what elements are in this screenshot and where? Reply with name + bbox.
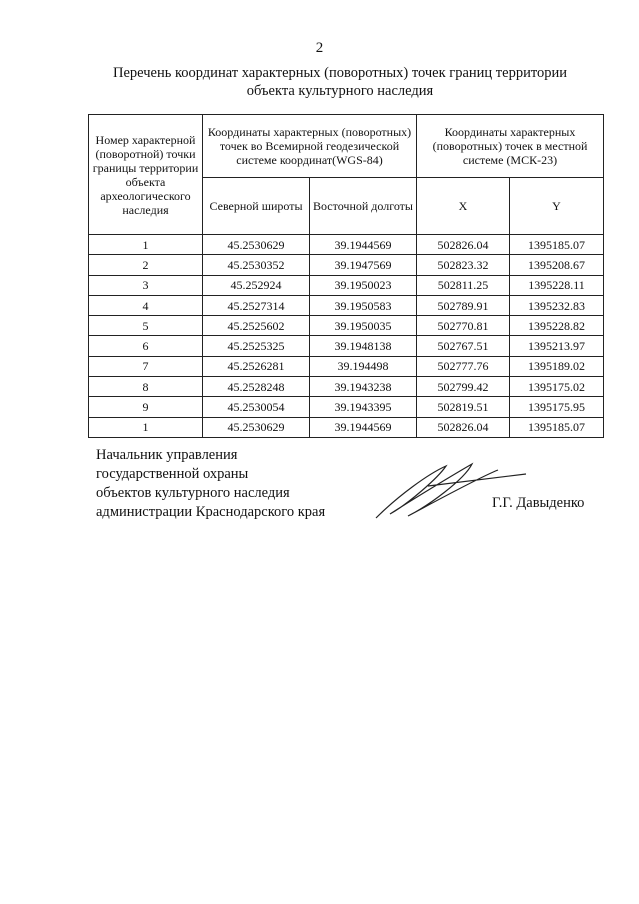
latitude-cell: 45.252924 bbox=[203, 275, 310, 295]
x-cell: 502811.25 bbox=[417, 275, 510, 295]
table-row bbox=[89, 417, 604, 437]
table-row bbox=[89, 295, 604, 315]
y-cell: 1395232.83 bbox=[510, 295, 604, 315]
longitude-cell: 39.1944569 bbox=[310, 235, 417, 255]
page-number: 2 bbox=[315, 40, 324, 56]
y-cell: 1395185.07 bbox=[510, 417, 604, 437]
signatory-line-1: Начальник управления bbox=[96, 447, 238, 463]
y-cell: 1395228.11 bbox=[510, 275, 604, 295]
header-east-longitude: Восточной долготы bbox=[310, 178, 417, 235]
x-cell: 502767.51 bbox=[417, 336, 510, 356]
signatory-line-4: администрации Краснодарского края bbox=[96, 504, 326, 520]
longitude-cell: 39.1950023 bbox=[310, 275, 417, 295]
header-y: Y bbox=[510, 178, 604, 235]
x-cell: 502789.91 bbox=[417, 295, 510, 315]
latitude-cell: 45.2525602 bbox=[203, 316, 310, 336]
signatory-line-3: объектов культурного наследия bbox=[96, 485, 290, 501]
table-row bbox=[89, 275, 604, 295]
longitude-cell: 39.1950035 bbox=[310, 316, 417, 336]
latitude-cell: 45.2530352 bbox=[203, 255, 310, 275]
title-line-2: объекта культурного наследия bbox=[246, 83, 434, 99]
table-row bbox=[89, 336, 604, 356]
table-row bbox=[89, 397, 604, 417]
table-row bbox=[89, 377, 604, 397]
latitude-cell: 45.2527314 bbox=[203, 295, 310, 315]
coordinates-table bbox=[88, 114, 604, 438]
point-number-cell: 7 bbox=[89, 356, 203, 376]
latitude-cell: 45.2530629 bbox=[203, 235, 310, 255]
y-cell: 1395175.02 bbox=[510, 377, 604, 397]
x-cell: 502819.51 bbox=[417, 397, 510, 417]
point-number-cell: 6 bbox=[89, 336, 203, 356]
table-row bbox=[89, 316, 604, 336]
title-line-1: Перечень координат характерных (поворотных) точек границ территории bbox=[112, 65, 568, 81]
latitude-cell: 45.2526281 bbox=[203, 356, 310, 376]
x-cell: 502777.76 bbox=[417, 356, 510, 376]
latitude-cell: 45.2530629 bbox=[203, 417, 310, 437]
longitude-cell: 39.194498 bbox=[310, 356, 417, 376]
y-cell: 1395228.82 bbox=[510, 316, 604, 336]
table-row bbox=[89, 356, 604, 376]
header-point-number: Номер характерной (поворотной) точки границы территории объекта археологического наследия bbox=[89, 115, 203, 235]
longitude-cell: 39.1943395 bbox=[310, 397, 417, 417]
y-cell: 1395213.97 bbox=[510, 336, 604, 356]
point-number-cell: 1 bbox=[89, 417, 203, 437]
x-cell: 502799.42 bbox=[417, 377, 510, 397]
coordinates-table-body bbox=[89, 235, 604, 438]
y-cell: 1395185.07 bbox=[510, 235, 604, 255]
header-north-latitude: Северной широты bbox=[203, 178, 310, 235]
longitude-cell: 39.1948138 bbox=[310, 336, 417, 356]
point-number-cell: 1 bbox=[89, 235, 203, 255]
x-cell: 502823.32 bbox=[417, 255, 510, 275]
longitude-cell: 39.1950583 bbox=[310, 295, 417, 315]
longitude-cell: 39.1944569 bbox=[310, 417, 417, 437]
longitude-cell: 39.1943238 bbox=[310, 377, 417, 397]
latitude-cell: 45.2530054 bbox=[203, 397, 310, 417]
point-number-cell: 5 bbox=[89, 316, 203, 336]
x-cell: 502826.04 bbox=[417, 417, 510, 437]
point-number-cell: 2 bbox=[89, 255, 203, 275]
signatory-name: Г.Г. Давыденко bbox=[492, 495, 585, 511]
point-number-cell: 4 bbox=[89, 295, 203, 315]
table-row bbox=[89, 235, 604, 255]
document-title bbox=[60, 64, 620, 100]
latitude-cell: 45.2528248 bbox=[203, 377, 310, 397]
point-number-cell: 8 bbox=[89, 377, 203, 397]
y-cell: 1395208.67 bbox=[510, 255, 604, 275]
header-msk23: Координаты характерных (поворотных) точек в местной системе (МСК-23) bbox=[417, 115, 604, 178]
longitude-cell: 39.1947569 bbox=[310, 255, 417, 275]
signatory-title bbox=[96, 446, 325, 522]
x-cell: 502826.04 bbox=[417, 235, 510, 255]
y-cell: 1395189.02 bbox=[510, 356, 604, 376]
latitude-cell: 45.2525325 bbox=[203, 336, 310, 356]
x-cell: 502770.81 bbox=[417, 316, 510, 336]
header-wgs84: Координаты характерных (поворотных) точек во Всемирной геодезической системе координат(WGS-84) bbox=[203, 115, 417, 178]
signatory-line-2: государственной охраны bbox=[96, 466, 249, 482]
y-cell: 1395175.95 bbox=[510, 397, 604, 417]
header-x: X bbox=[417, 178, 510, 235]
point-number-cell: 3 bbox=[89, 275, 203, 295]
handwritten-signature bbox=[368, 456, 528, 526]
table-row bbox=[89, 255, 604, 275]
point-number-cell: 9 bbox=[89, 397, 203, 417]
